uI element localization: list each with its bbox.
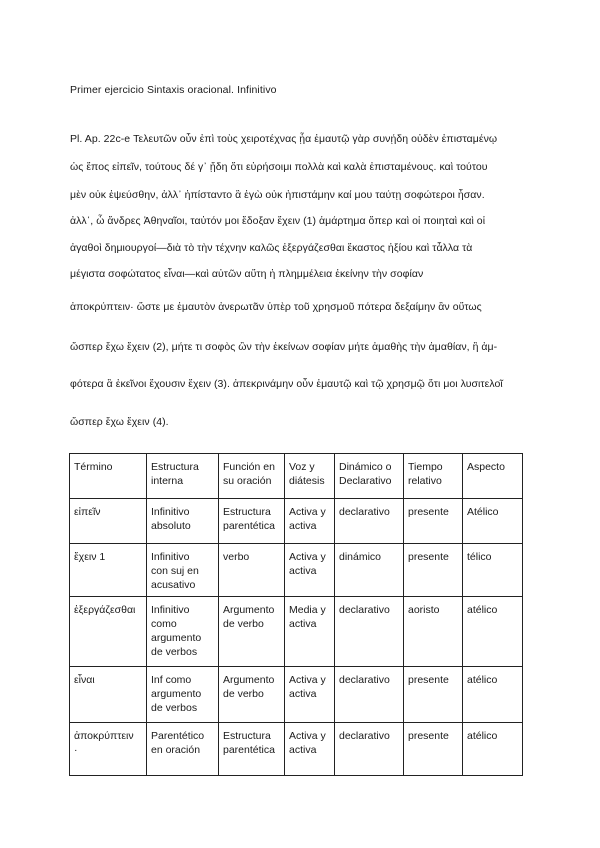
cell-text-line: parentética — [223, 744, 275, 756]
cell-text-line: Término — [74, 461, 113, 473]
cell-text-line: Estructura — [151, 461, 199, 473]
table-cell — [463, 723, 523, 776]
table-cell — [335, 499, 404, 544]
cell-text-line: diátesis — [289, 475, 325, 487]
cell-text-line: Estructura — [223, 506, 271, 518]
text-line: Pl. Ap. 22c-e Τελευτῶν οὖν ἐπὶ τοὺς χειροτέχνας ᾖα ἐμαυτῷ γὰρ συνῄδη οὐδὲν ἐπισταμένῳ — [70, 133, 498, 145]
cell-text-line: declarativo — [339, 674, 390, 686]
table-cell — [147, 723, 219, 776]
table-header-cell — [335, 454, 404, 499]
table-cell — [404, 667, 463, 723]
cell-text-line: Inf como — [151, 674, 192, 686]
table-cell — [147, 597, 219, 667]
cell-text-line: activa — [289, 618, 317, 630]
cell-text-line: Argumento — [223, 604, 275, 616]
table-cell — [70, 544, 147, 597]
table-cell — [335, 723, 404, 776]
cell-text-line: relativo — [408, 475, 442, 487]
cell-text-line: atélico — [467, 674, 498, 686]
cell-text-line: atélico — [467, 604, 498, 616]
table-cell — [70, 597, 147, 667]
cell-text-line: aoristo — [408, 604, 440, 616]
table-cell — [335, 667, 404, 723]
cell-text-line: argumento — [151, 688, 202, 700]
cell-text-line: activa — [289, 688, 317, 700]
document-title: Primer ejercicio Sintaxis oracional. Infinitivo — [70, 84, 277, 96]
table-cell — [219, 544, 285, 597]
cell-text-line: εἶναι — [74, 674, 95, 686]
cell-text-line: ἐξεργάζεσθαι — [74, 604, 136, 616]
table-header-cell — [219, 454, 285, 499]
cell-text-line: como — [151, 618, 177, 630]
table-cell — [463, 597, 523, 667]
cell-text-line: Estructura — [223, 730, 271, 742]
text-line: μέγιστα σοφώτατος εἶναι—καὶ αὐτῶν αὕτη ἡ πλημμέλεια ἐκείνην τὴν σοφίαν — [70, 268, 424, 280]
table-cell — [463, 544, 523, 597]
table-cell — [463, 499, 523, 544]
cell-text-line: parentética — [223, 520, 275, 532]
cell-text-line: declarativo — [339, 730, 390, 742]
table-cell — [285, 723, 335, 776]
cell-text-line: Atélico — [467, 506, 499, 518]
cell-text-line: ἀποκρύπτειν — [74, 730, 134, 742]
cell-text-line: Voz y — [289, 461, 315, 473]
cell-text-line: Activa y — [289, 674, 326, 686]
table-cell — [404, 723, 463, 776]
table-cell — [463, 667, 523, 723]
table-row — [70, 544, 523, 597]
table-cell — [335, 597, 404, 667]
cell-text-line: su oración — [223, 475, 272, 487]
cell-text-line: declarativo — [339, 506, 390, 518]
cell-text-line: en oración — [151, 744, 201, 756]
table-header-cell — [404, 454, 463, 499]
cell-text-line: presente — [408, 730, 449, 742]
text-line: ὥσπερ ἔχω ἔχειν (2), μήτε τι σοφὸς ὢν τὴν ἐκείνων σοφίαν μήτε ἀμαθὴς τὴν ἀμαθίαν, ἢ ἀμ- — [70, 341, 498, 353]
cell-text-line: de verbos — [151, 646, 198, 658]
table-cell — [70, 499, 147, 544]
cell-text-line: absoluto — [151, 520, 191, 532]
table-cell — [335, 544, 404, 597]
table-cell — [147, 667, 219, 723]
table-cell — [219, 723, 285, 776]
table-cell — [285, 597, 335, 667]
table-cell — [404, 499, 463, 544]
cell-text-line: presente — [408, 506, 449, 518]
table-cell — [147, 499, 219, 544]
table-row — [70, 723, 523, 776]
table-cell — [285, 544, 335, 597]
table-row — [70, 667, 523, 723]
table-row — [70, 499, 523, 544]
cell-text-line: télico — [467, 551, 492, 563]
cell-text-line: interna — [151, 475, 184, 487]
text-line: μὲν οὐκ ἐψεύσθην, ἀλλ᾽ ἠπίσταντο ἃ ἐγὼ οὐκ ἠπιστάμην καί μου ταύτῃ σοφώτεροι ἦσαν. — [70, 189, 485, 201]
cell-text-line: Infinitivo — [151, 506, 190, 518]
cell-text-line: acusativo — [151, 579, 196, 591]
cell-text-line: Infinitivo — [151, 604, 190, 616]
cell-text-line: εἰπεῖν — [74, 506, 101, 518]
table-header-cell — [463, 454, 523, 499]
cell-text-line: argumento — [151, 632, 202, 644]
cell-text-line: declarativo — [339, 604, 390, 616]
cell-text-line: Función en — [223, 461, 275, 473]
cell-text-line: Argumento — [223, 674, 275, 686]
text-line: ἀποκρύπτειν· ὥστε με ἐμαυτὸν ἀνερωτᾶν ὑπὲρ τοῦ χρησμοῦ πότερα δεξαίμην ἂν οὕτως — [70, 301, 482, 313]
analysis-table — [69, 453, 523, 776]
text-line: ὡς ἔπος εἰπεῖν, τούτους δέ γ᾽ ᾔδη ὅτι εὑρήσοιμι πολλὰ καὶ καλὰ ἐπισταμένους. καὶ τούτου — [70, 161, 488, 173]
table-header-cell — [147, 454, 219, 499]
cell-text-line: Parentético — [151, 730, 205, 742]
table-cell — [147, 544, 219, 597]
table-cell — [285, 667, 335, 723]
table-cell — [219, 597, 285, 667]
text-line: φότερα ἃ ἐκεῖνοι ἔχουσιν ἔχειν (3). ἀπεκρινάμην οὖν ἐμαυτῷ καὶ τῷ χρησμῷ ὅτι μοι λυσιτελοῖ — [70, 378, 503, 390]
table-cell — [285, 499, 335, 544]
table-cell — [70, 667, 147, 723]
table-cell — [404, 544, 463, 597]
table-cell — [219, 499, 285, 544]
cell-text-line: Tiempo — [408, 461, 443, 473]
cell-text-line: Activa y — [289, 730, 326, 742]
table-header-cell — [285, 454, 335, 499]
cell-text-line: presente — [408, 674, 449, 686]
cell-text-line: Aspecto — [467, 461, 505, 473]
cell-text-line: activa — [289, 520, 317, 532]
cell-text-line: verbo — [223, 551, 250, 563]
cell-text-line: dinámico — [339, 551, 382, 563]
cell-text-line: Infinitivo — [151, 551, 190, 563]
cell-text-line: presente — [408, 551, 449, 563]
cell-text-line: activa — [289, 565, 317, 577]
table-cell — [70, 723, 147, 776]
table-row — [70, 597, 523, 667]
table-cell — [219, 667, 285, 723]
cell-text-line: de verbos — [151, 702, 198, 714]
cell-text-line: · — [74, 744, 78, 756]
cell-text-line: con suj en — [151, 565, 199, 577]
cell-text-line: atélico — [467, 730, 498, 742]
cell-text-line: Declarativo — [339, 475, 392, 487]
text-line: ὥσπερ ἔχω ἔχειν (4). — [70, 416, 169, 428]
table-header-row — [70, 454, 523, 499]
cell-text-line: Activa y — [289, 551, 326, 563]
cell-text-line: Media y — [289, 604, 326, 616]
cell-text-line: ἔχειν 1 — [74, 551, 106, 563]
cell-text-line: de verbo — [223, 618, 264, 630]
cell-text-line: activa — [289, 744, 317, 756]
table-cell — [404, 597, 463, 667]
cell-text-line: Dinámico o — [339, 461, 392, 473]
text-line: ἀλλ᾽, ὦ ἄνδρες Ἀθηναῖοι, ταὐτόν μοι ἔδοξαν ἔχειν (1) ἁμάρτημα ὅπερ καὶ οἱ ποιηταὶ καὶ οἱ — [70, 215, 486, 227]
text-line: ἀγαθοὶ δημιουργοί—διὰ τὸ τὴν τέχνην καλῶς ἐξεργάζεσθαι ἕκαστος ἠξίου καὶ τἆλλα τὰ — [70, 242, 473, 254]
table-header-cell — [70, 454, 147, 499]
cell-text-line: Activa y — [289, 506, 326, 518]
cell-text-line: de verbo — [223, 688, 264, 700]
